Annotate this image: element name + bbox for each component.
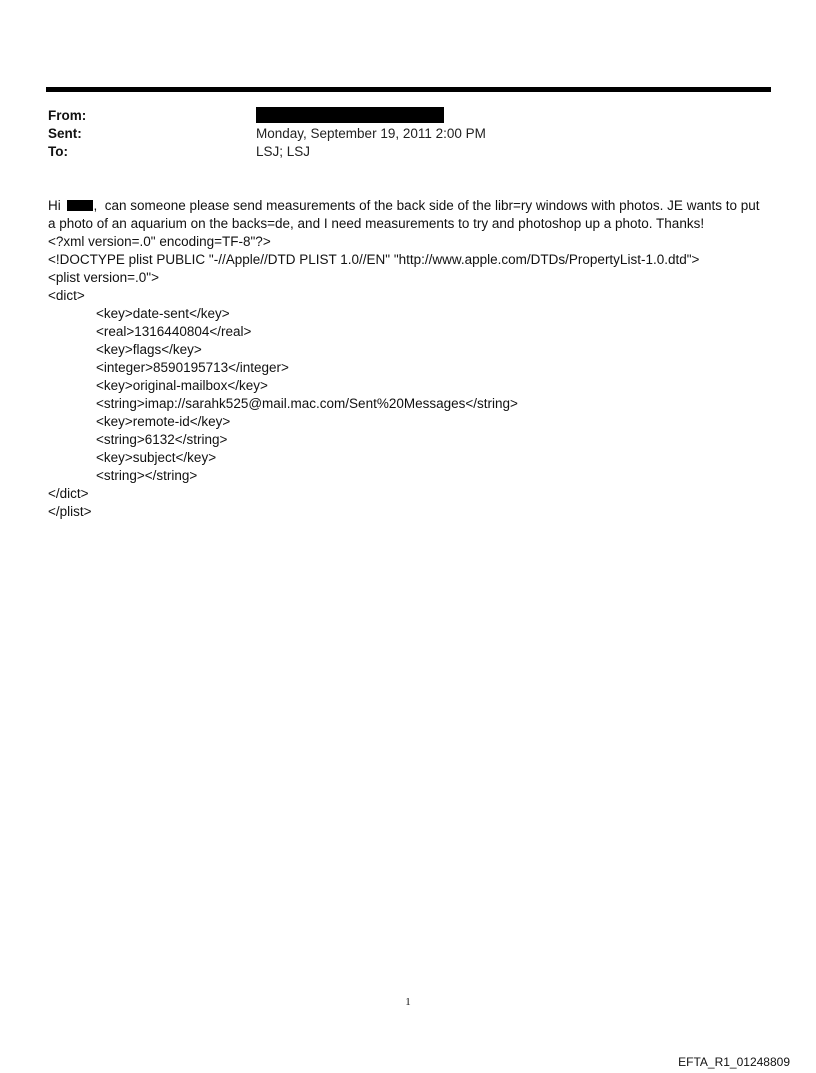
header-rule	[46, 87, 771, 92]
from-label: From:	[48, 108, 87, 123]
dict-line: <string>6132</string>	[96, 432, 228, 447]
dict-line: <key>subject</key>	[96, 450, 217, 465]
dict-line: <integer>8590195713</integer>	[96, 360, 289, 375]
dict-line: <key>remote-id</key>	[96, 414, 231, 429]
to-value: LSJ; LSJ	[256, 144, 311, 159]
dict-line: <real>1316440804</real>	[96, 324, 252, 339]
document-id: EFTA_R1_01248809	[678, 1055, 790, 1069]
xml-line: <?xml version=.0" encoding=TF-8"?>	[48, 234, 271, 249]
page-number: 1	[405, 996, 411, 1008]
xml-closing-line: </plist>	[48, 504, 92, 519]
email-body	[48, 197, 778, 521]
xml-closing-line: </dict>	[48, 486, 89, 501]
message-text: , can someone please send measurements of the back side of the libr=ry windows with photos. JE wants to put	[93, 198, 760, 213]
dict-line: <key>date-sent</key>	[96, 306, 230, 321]
dict-line: <key>original-mailbox</key>	[96, 378, 268, 393]
xml-line: <!DOCTYPE plist PUBLIC "-//Apple//DTD PLIST 1.0//EN" "http://www.apple.com/DTDs/PropertyList-1.0.dtd">	[48, 252, 700, 267]
from-redaction	[256, 107, 444, 123]
sent-label: Sent:	[48, 126, 82, 141]
xml-line: <dict>	[48, 288, 85, 303]
name-redaction	[67, 200, 93, 211]
dict-line: <string></string>	[96, 468, 198, 483]
dict-line: <key>flags</key>	[96, 342, 202, 357]
body-line: a photo of an aquarium on the backs=de, and I need measurements to try and photoshop up a photo. Thanks!	[48, 216, 705, 231]
sent-value: Monday, September 19, 2011 2:00 PM	[256, 126, 486, 141]
body-line	[48, 197, 778, 215]
greeting-text: Hi	[48, 198, 65, 213]
xml-line: <plist version=.0">	[48, 270, 159, 285]
to-label: To:	[48, 144, 68, 159]
dict-line: <string>imap://sarahk525@mail.mac.com/Sent%20Messages</string>	[96, 396, 518, 411]
